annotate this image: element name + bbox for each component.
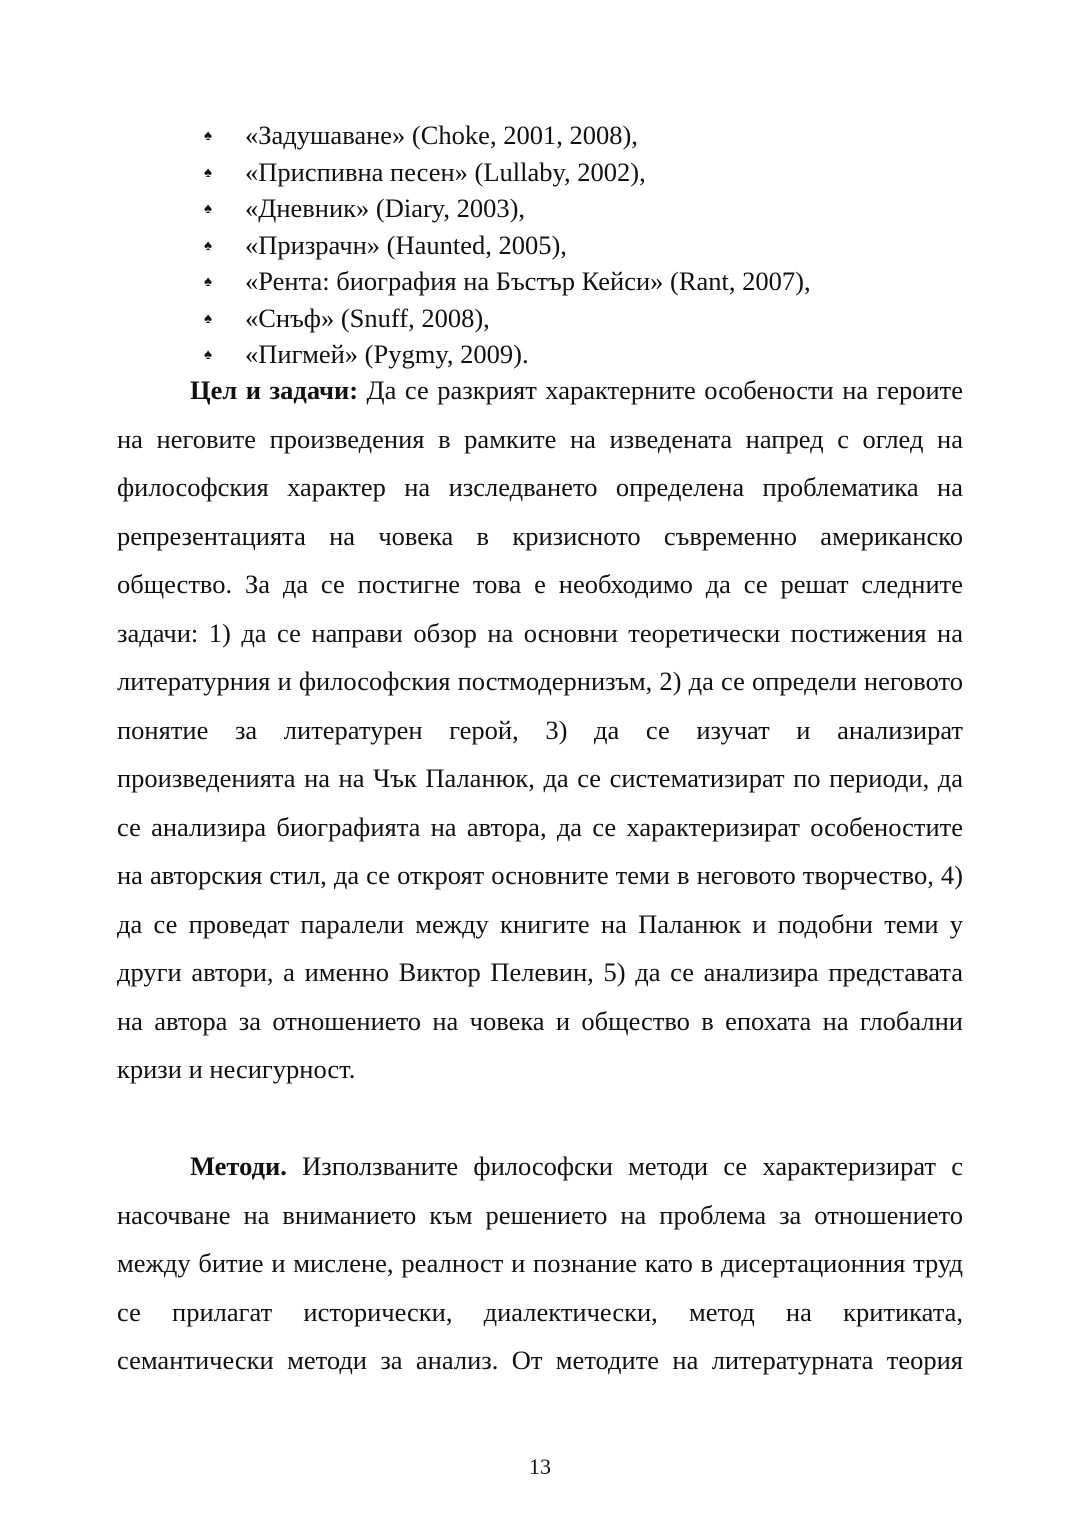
list-item: [0, 300, 1080, 337]
book-list: [0, 117, 1080, 373]
list-item: [0, 190, 1080, 227]
spade-bullet-icon: ♠: [204, 310, 212, 327]
methods-text: Използваните философски методи се характеризират с насочване на вниманието към решението на проблема за отношението между битие и мислене, реалност и познание като в дисертационния труд се прилагат исторически, диалектически, метод на критиката, семантически методи за анализ. От методите на литературната теория: [117, 1151, 963, 1375]
spade-bullet-icon: ♠: [204, 347, 212, 363]
list-item-text: «Дневник» (Diary, 2003),: [245, 193, 526, 223]
list-item-text: «Задушаване» (Choke, 2001, 2008),: [245, 120, 638, 150]
goals-heading: Цел и задачи:: [190, 375, 359, 405]
list-item: [0, 263, 1080, 300]
methods-paragraph: [117, 1142, 963, 1385]
list-item: [0, 154, 1080, 191]
list-item-text: «Рента: биография на Бъстър Кейси» (Rant, 2007),: [245, 266, 811, 296]
methods-heading: Методи.: [190, 1151, 287, 1181]
list-item-text: «Пигмей» (Pygmy, 2009).: [245, 339, 529, 369]
spade-bullet-icon: ♠: [204, 274, 212, 290]
spade-bullet-icon: ♠: [204, 237, 212, 254]
goals-text: Да се разкрият характерните особености на героите на неговите произведения в рамките на изведената напред с оглед на философския характер на изследването определена проблематика на репрезентацията на човека в кризисното съвременно американско общество. За да се постигне това е необходимо да се решат следните задачи: 1) да се направи обзор на основни теоретически постижения на литературния и философския постмодернизъм, 2) да се определи неговото понятие за литературен герой, 3) да се изучат и анализират произведенията на на Чък Паланюк, да се систематизират по периоди, да се анализира биографията на автора, да се характеризират особеностите на авторския стил, да се откроят основните теми в неговото творчество, 4) да се проведат паралели между книгите на Паланюк и подобни теми у други автори, а именно Виктор Пелевин, 5) да се анализира представата на автора за отношението на човека и общество в епохата на глобални кризи и несигурност.: [117, 375, 963, 1084]
list-item-text: «Приспивна песен» (Lullaby, 2002),: [245, 156, 646, 187]
spade-bullet-icon: ♠: [204, 164, 212, 181]
page-number: 13: [529, 1454, 551, 1479]
list-item-text: «Призрачн» (Haunted, 2005),: [245, 229, 567, 260]
list-item: [0, 117, 1080, 154]
goals-paragraph: [117, 366, 963, 1094]
spade-bullet-icon: ♠: [204, 128, 212, 144]
list-item: [0, 227, 1080, 264]
spade-bullet-icon: ♠: [204, 201, 212, 217]
list-item-text: «Снъф» (Snuff, 2008),: [245, 302, 490, 333]
